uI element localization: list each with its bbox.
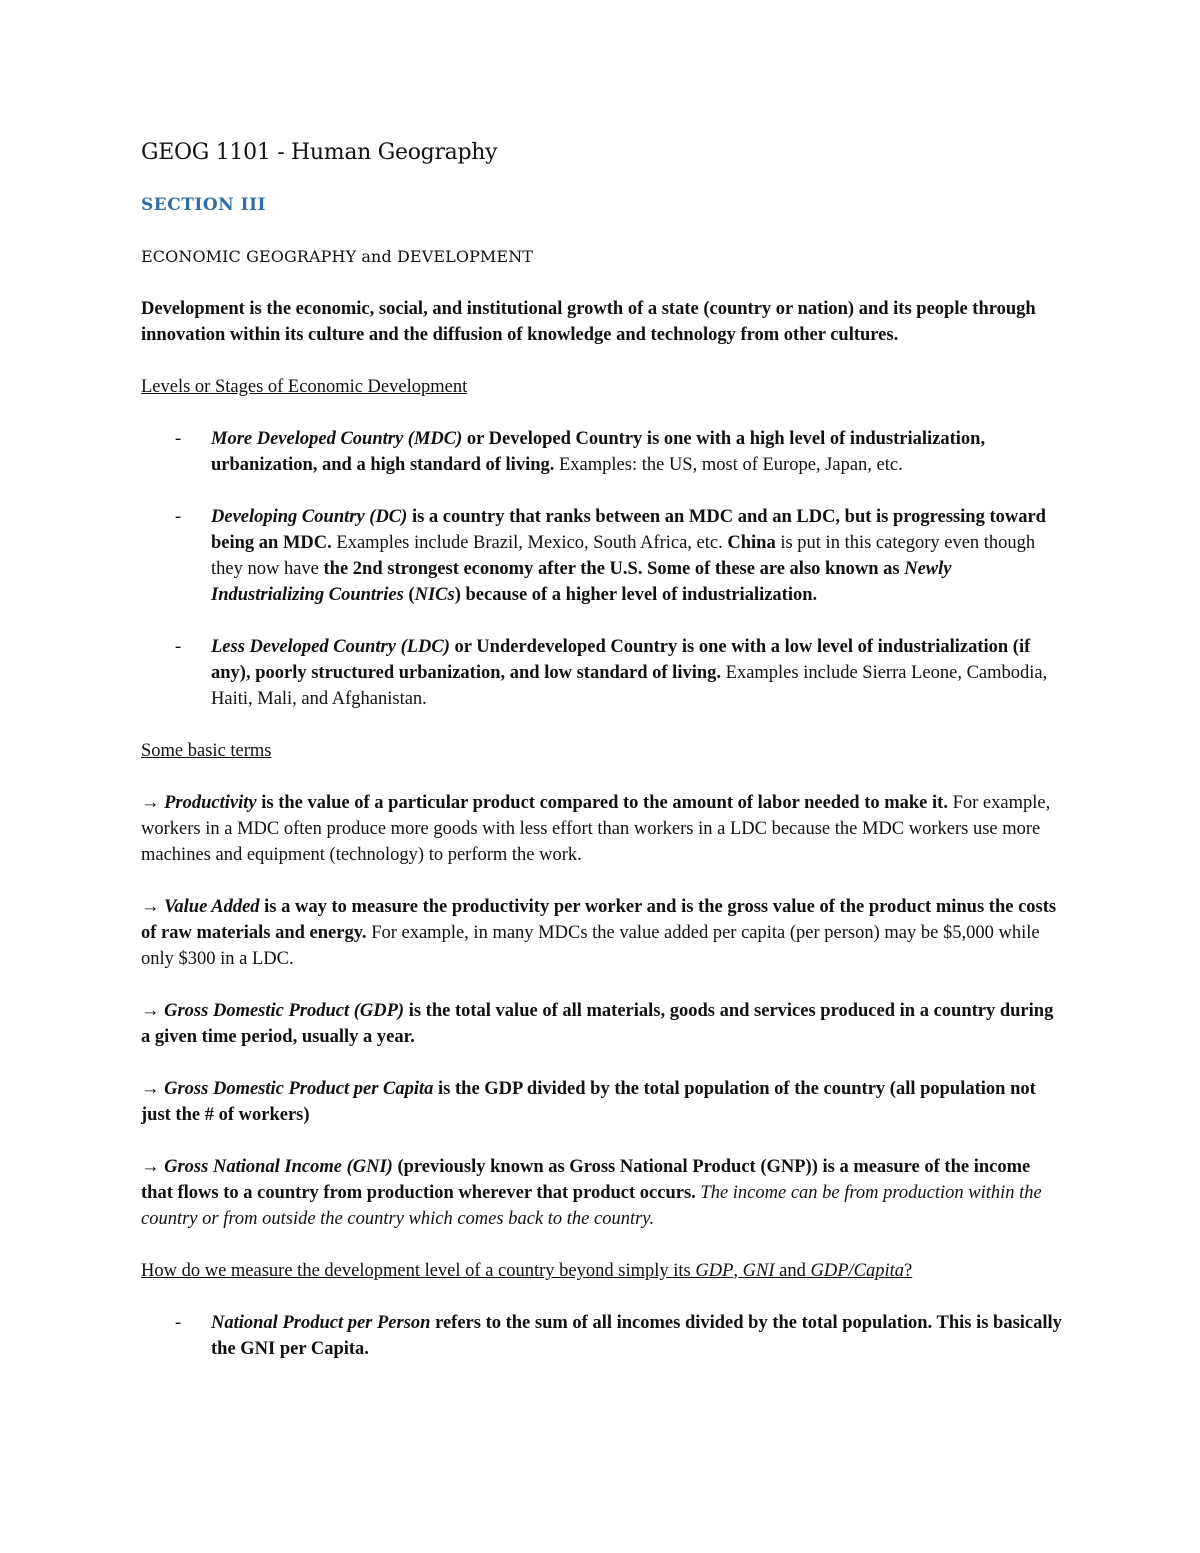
term-name: Value Added — [164, 897, 260, 917]
dc-examples: Examples include Brazil, Mexico, South Africa, etc. — [331, 533, 728, 553]
levels-list — [141, 426, 1066, 712]
term-name: Gross Domestic Product per Capita — [164, 1079, 434, 1099]
measure-gdp: GDP — [695, 1261, 734, 1281]
term-productivity — [141, 790, 1066, 868]
term-example: For example, in many MDCs the value added per capita (per person) may be $5,000 while only $300 in a LDC. — [141, 923, 1040, 969]
national-product-definition: refers to the sum of all incomes divided by the total population. This is basically the GNI per Capita. — [211, 1313, 1062, 1359]
term-name: Gross National Income (GNI) — [164, 1157, 393, 1177]
term-note: The income can be from production within the country or from outside the country which comes back to the country. — [141, 1183, 1042, 1229]
term-nic: Newly Industrializing Countries — [211, 559, 952, 605]
term-mdc: More Developed Country (MDC) — [211, 429, 463, 449]
ldc-examples: Examples include Sierra Leone, Cambodia, Haiti, Mali, and Afghanistan. — [211, 663, 1048, 709]
term-gdp — [141, 998, 1066, 1050]
measure-gdp-capita: GDP/Capita — [810, 1261, 905, 1281]
arrow-icon: → — [141, 1157, 160, 1177]
list-item-ldc — [141, 634, 1066, 712]
term-definition: is the total value of all materials, goods and services produced in a country during a given time period, usually a year. — [141, 1001, 1054, 1047]
terms-heading: Some basic terms — [141, 741, 272, 761]
nic-open-paren: ( — [403, 585, 415, 605]
section-label: SECTION III — [141, 195, 266, 215]
levels-heading: Levels or Stages of Economic Development — [141, 377, 468, 397]
measure-heading — [141, 1258, 1066, 1284]
document-page — [141, 138, 1066, 1388]
list-item-dc — [141, 504, 1066, 608]
mdc-definition: or Developed Country is one with a high level of industrialization, urbanization, and a high standard of living. — [211, 429, 986, 475]
mdc-examples: Examples: the US, most of Europe, Japan, etc. — [554, 455, 903, 475]
arrow-icon: → — [141, 897, 160, 917]
term-name: Productivity — [164, 793, 257, 813]
list-item-mdc — [141, 426, 1066, 478]
ldc-definition: or Underdeveloped Country is one with a low level of industrialization (if any), poorly structured urbanization, and low standard of living. — [211, 637, 1031, 683]
measure-heading-text: How do we measure the development level of a country beyond simply its — [141, 1261, 696, 1281]
arrow-icon: → — [141, 1001, 160, 1021]
term-definition: is the GDP divided by the total population of the country (all population not just the # of workers) — [141, 1079, 1036, 1125]
measure-and: and — [774, 1261, 811, 1281]
nic-close: ) because of a higher level of industrialization. — [454, 585, 818, 605]
term-definition: is a way to measure the productivity per worker and is the gross value of the product minus the costs of raw materials and energy. — [141, 897, 1057, 943]
dash-bullet: - — [175, 429, 182, 449]
measure-question-mark: ? — [904, 1261, 913, 1281]
term-ldc: Less Developed Country (LDC) — [211, 637, 450, 657]
term-value-added — [141, 894, 1066, 972]
measure-comma: , — [733, 1261, 743, 1281]
term-example: For example, workers in a MDC often produce more goods with less effort than workers in a LDC because the MDC workers use more machines and equipment (technology) to perform the work. — [141, 793, 1051, 865]
dc-definition: is a country that ranks between an MDC and an LDC, but is progressing toward being an MDC. — [211, 507, 1046, 553]
list-item-national-product — [141, 1310, 1066, 1362]
term-definition: (previously known as Gross National Product (GNP)) is a measure of the income that flows to a country from production wherever that product occurs. — [141, 1157, 1031, 1203]
measure-gni: GNI — [742, 1261, 775, 1281]
main-heading: ECONOMIC GEOGRAPHY and DEVELOPMENT — [141, 247, 534, 266]
definition-text: Development is the economic, social, and institutional growth of a state (country or nation) and its people through innovation within its culture and the diffusion of knowledge and technology from other cultures. — [141, 299, 1036, 345]
term-name: Gross Domestic Product (GDP) — [164, 1001, 405, 1021]
arrow-icon: → — [141, 793, 160, 813]
term-dc: Developing Country (DC) — [211, 507, 408, 527]
course-title: GEOG 1101 - Human Geography — [141, 140, 498, 165]
dash-bullet: - — [175, 507, 182, 527]
term-national-product: National Product per Person — [211, 1313, 431, 1333]
dc-bold-tail: the 2nd strongest economy after the U.S. Some of these are also known as — [323, 559, 905, 579]
dash-bullet: - — [175, 1313, 182, 1333]
development-definition — [141, 296, 1066, 348]
china-note: is put in this category even though they now have — [211, 533, 1036, 579]
term-gni — [141, 1154, 1066, 1232]
term-nic-abbr: NICs — [414, 585, 455, 605]
term-definition: is the value of a particular product compared to the amount of labor needed to make it. — [256, 793, 948, 813]
china-term: China — [727, 533, 776, 553]
dash-bullet: - — [175, 637, 182, 657]
arrow-icon: → — [141, 1079, 160, 1099]
measures-list — [141, 1310, 1066, 1362]
term-gdp-per-capita — [141, 1076, 1066, 1128]
